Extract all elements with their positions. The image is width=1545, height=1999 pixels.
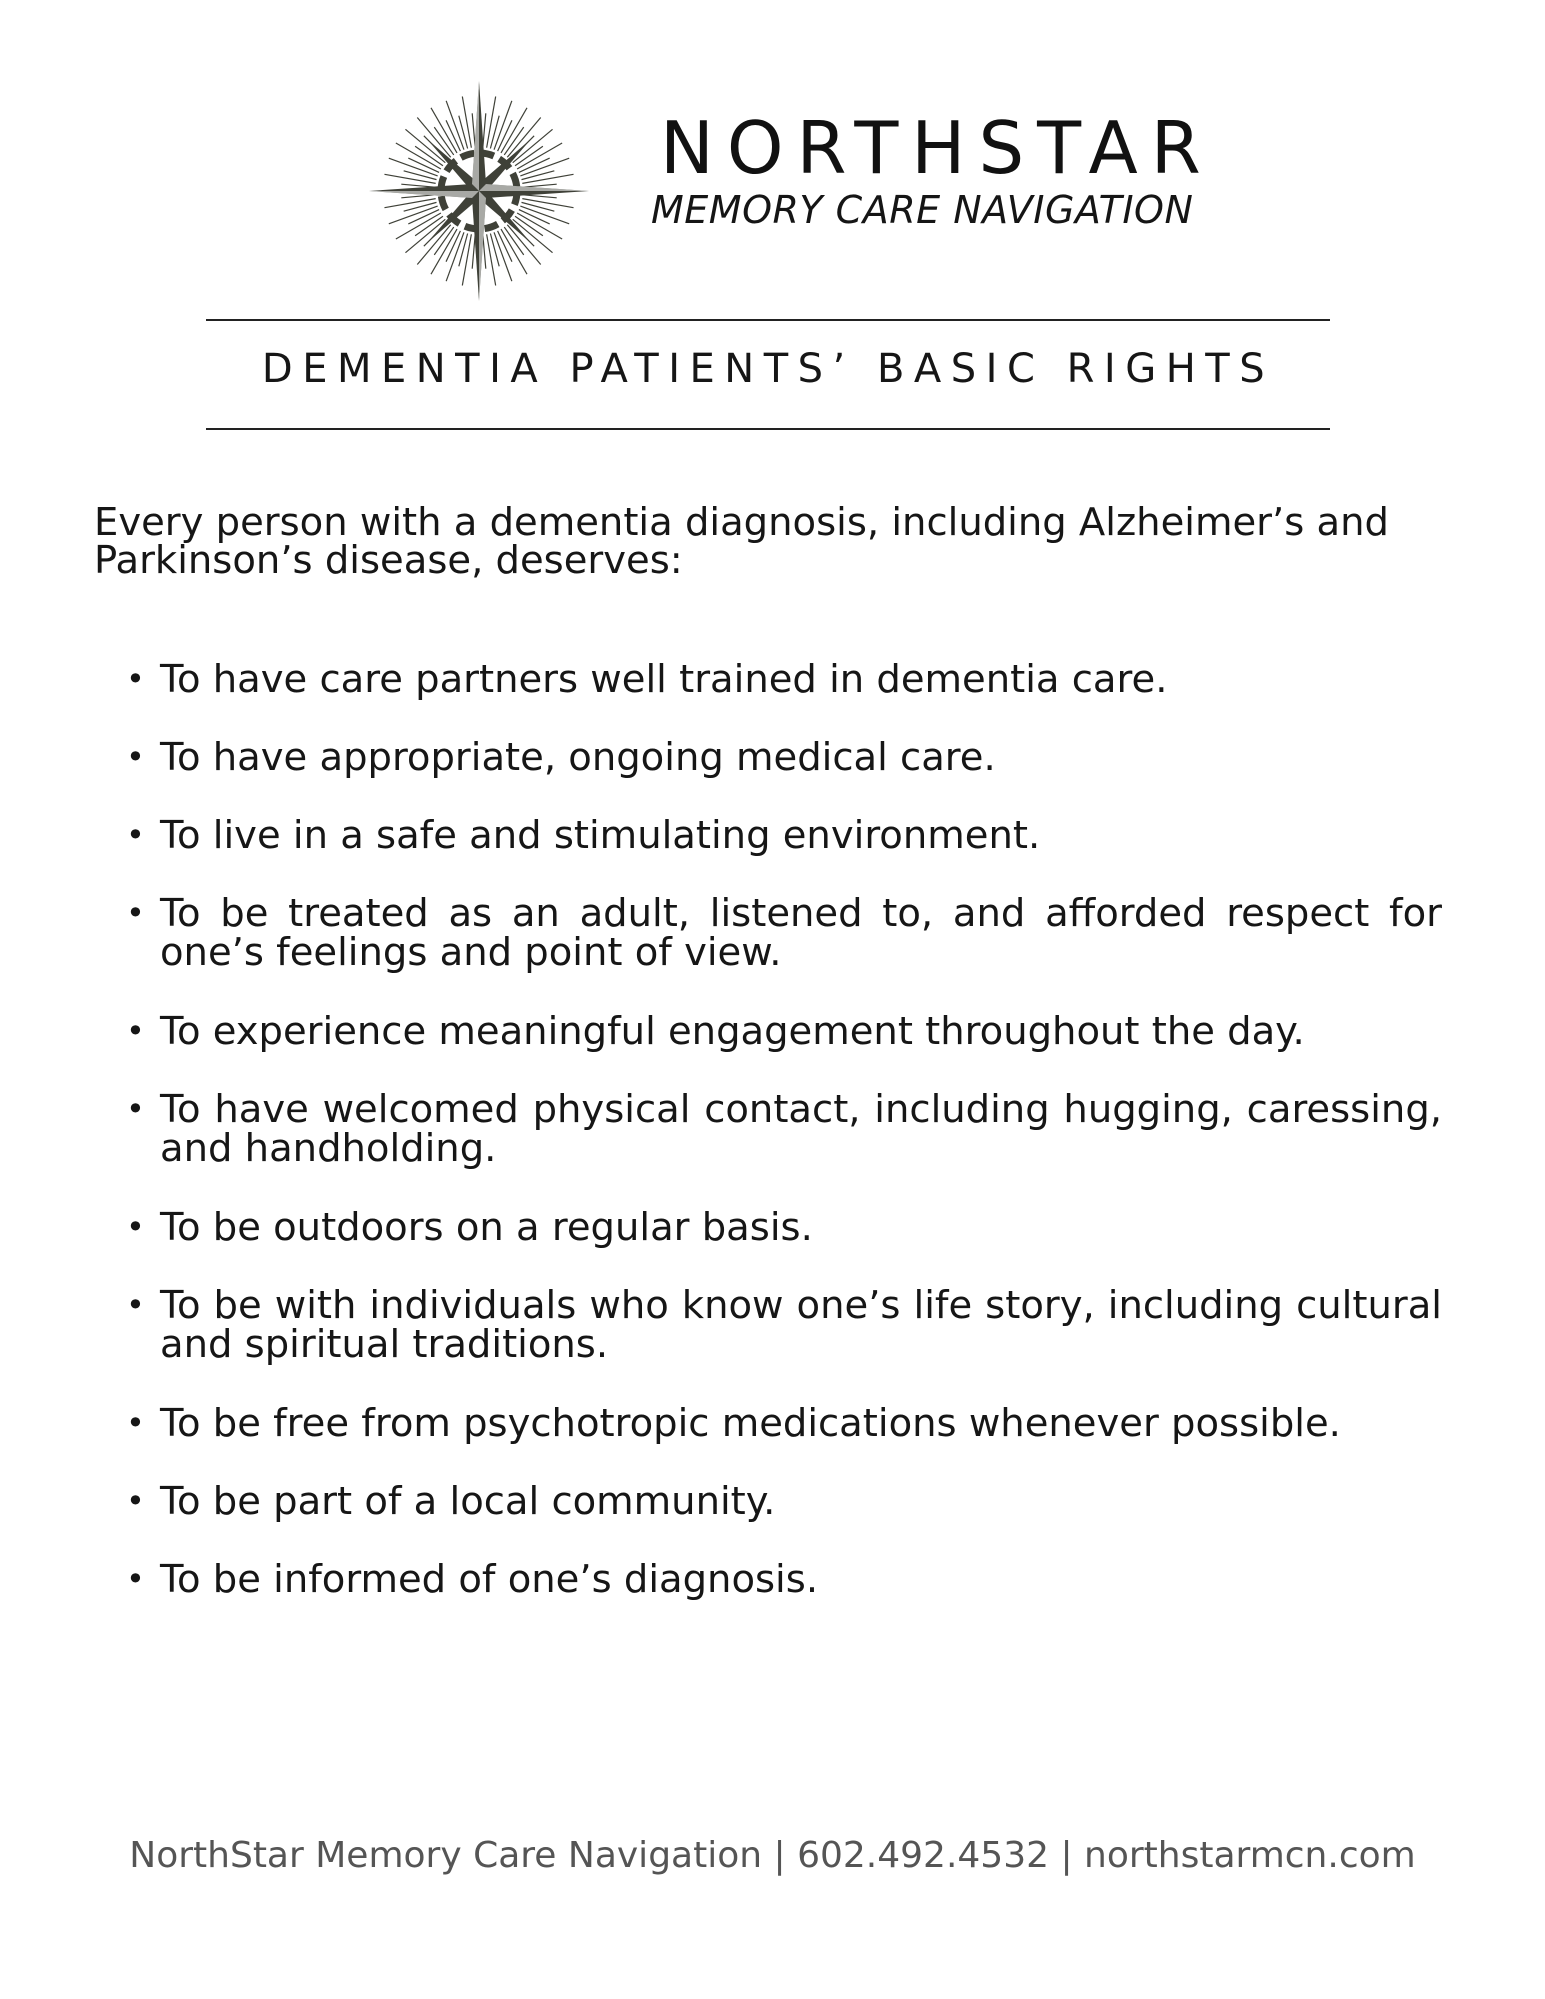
compass-rose-icon <box>366 78 592 304</box>
intro-paragraph: Every person with a dementia diagnosis, including Alzheimer’s and Parkinson’s disease, deserves: <box>94 500 1389 583</box>
bullet-icon: • <box>126 1482 145 1520</box>
right-text: To be free from psychotropic medications whenever possible. <box>160 1401 1341 1446</box>
bullet-icon: • <box>126 660 145 698</box>
rights-list-item <box>126 1205 1442 1250</box>
rights-list-item <box>126 1283 1442 1367</box>
right-text: To experience meaningful engagement throughout the day. <box>160 1009 1305 1054</box>
right-text: To have appropriate, ongoing medical care. <box>160 735 996 780</box>
rights-list-item <box>126 657 1442 702</box>
bullet-icon: • <box>126 894 145 932</box>
rights-list-item <box>126 1009 1442 1054</box>
rights-list-item <box>126 1401 1442 1446</box>
bullet-icon: • <box>126 1012 145 1050</box>
right-text: To be with individuals who know one’s life story, including cultural and spiritual traditions. <box>160 1283 1442 1367</box>
right-text: To be outdoors on a regular basis. <box>160 1205 813 1250</box>
right-text: To live in a safe and stimulating environment. <box>160 813 1041 858</box>
right-text: To have care partners well trained in dementia care. <box>160 657 1168 702</box>
bullet-icon: • <box>126 1090 145 1128</box>
rights-list-item <box>126 891 1442 975</box>
title-bottom-divider <box>206 428 1330 430</box>
footer-contact: NorthStar Memory Care Navigation | 602.492.4532 | northstarmcn.com <box>129 1835 1416 1876</box>
bullet-icon: • <box>126 1404 145 1442</box>
bullet-icon: • <box>126 738 145 776</box>
bullet-icon: • <box>126 1208 145 1246</box>
right-text: To be informed of one’s diagnosis. <box>160 1557 819 1602</box>
brand-tagline: MEMORY CARE NAVIGATION <box>651 188 1194 232</box>
rights-list-item <box>126 1479 1442 1524</box>
rights-list-item <box>126 1087 1442 1171</box>
bullet-icon: • <box>126 1286 145 1324</box>
brand-name: NORTHSTAR <box>660 106 1214 190</box>
rights-list-item <box>126 813 1442 858</box>
right-text: To have welcomed physical contact, including hugging, caressing, and handholding. <box>160 1087 1442 1171</box>
title-top-divider <box>206 319 1330 321</box>
rights-list-item <box>126 1557 1442 1602</box>
bullet-icon: • <box>126 1560 145 1598</box>
right-text: To be treated as an adult, listened to, and afforded respect for one’s feelings and point of view. <box>160 891 1442 975</box>
rights-list-item <box>126 735 1442 780</box>
right-text: To be part of a local community. <box>160 1479 776 1524</box>
bullet-icon: • <box>126 816 145 854</box>
document-title: DEMENTIA PATIENTS’ BASIC RIGHTS <box>261 346 1275 392</box>
